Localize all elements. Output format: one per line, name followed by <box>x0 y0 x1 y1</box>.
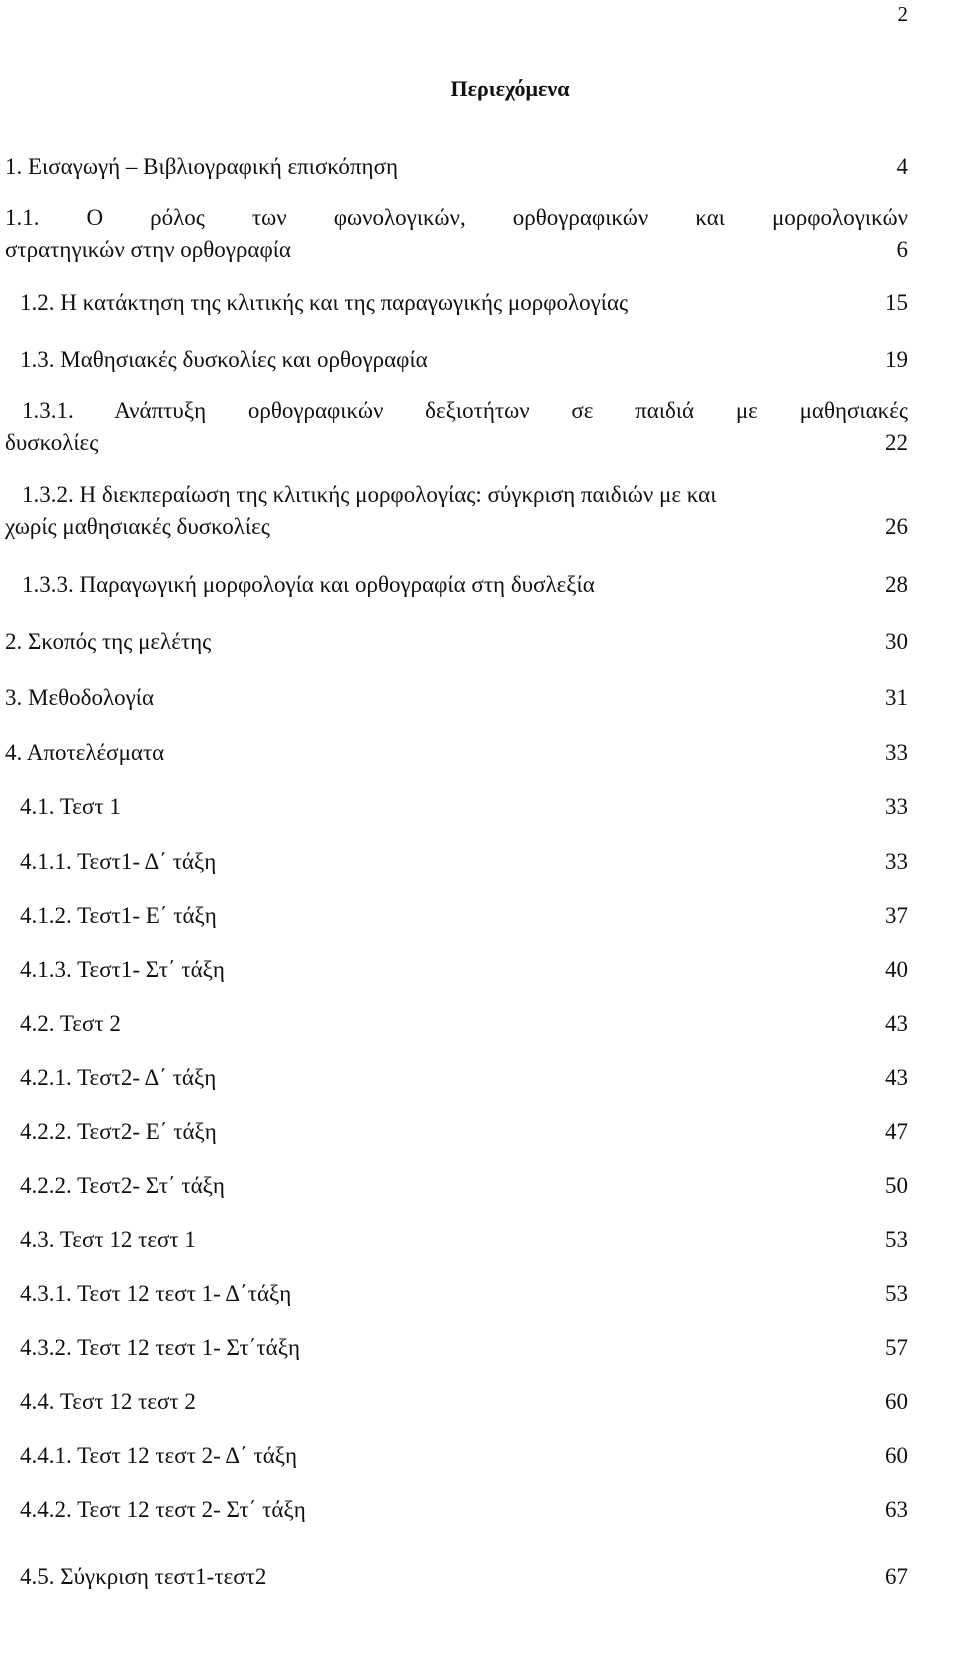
toc-entry-label: 4. Αποτελέσματα <box>5 740 165 765</box>
toc-entry-label: 4.4.2. Τεστ 12 τεστ 2- Στ΄ τάξη <box>20 1497 306 1522</box>
toc-entry-label: 1.2. Η κατάκτηση της κλιτικής και της παραγωγικής μορφολογίας <box>20 290 629 315</box>
toc-entry-label: 4.3. Τεστ 12 τεστ 1 <box>20 1227 196 1252</box>
toc-entry-page: 19 <box>885 347 908 372</box>
toc-entry-label: 4.2.2. Τεστ2- Στ΄ τάξη <box>20 1173 225 1198</box>
toc-entry-page: 40 <box>885 957 908 982</box>
toc-entry-page: 43 <box>885 1011 908 1036</box>
toc-entry-page: 43 <box>885 1065 908 1090</box>
toc-entry-page: 30 <box>885 629 908 654</box>
toc-entry-label: 4.3.2. Τεστ 12 τεστ 1- Στ΄τάξη <box>20 1335 300 1360</box>
toc-entry-label: 4.1.1. Τεστ1- Δ΄ τάξη <box>20 849 217 874</box>
toc-entry-label: 4.4.1. Τεστ 12 τεστ 2- Δ΄ τάξη <box>20 1443 298 1468</box>
toc-entry-label: 4.2. Τεστ 2 <box>20 1011 121 1036</box>
toc-entry-label-line2: χωρίς μαθησιακές δυσκολίες <box>5 514 270 539</box>
toc-entry-label: 1.3.3. Παραγωγική μορφολογία και ορθογραφία στη δυσλεξία <box>22 572 595 597</box>
toc-entry-page: 50 <box>885 1173 908 1198</box>
toc-entry-label-line1: 1.3.2. Η διεκπεραίωση της κλιτικής μορφολογίας: σύγκριση παιδιών με και <box>22 482 717 507</box>
toc-entry-label: 4.5. Σύγκριση τεστ1-τεστ2 <box>20 1564 267 1589</box>
toc-entry-page: 22 <box>885 430 908 455</box>
toc-entry-page: 33 <box>885 794 908 819</box>
toc-entry-page: 4 <box>896 154 908 179</box>
toc-entry-page: 60 <box>885 1389 908 1414</box>
toc-entry-label-line1: 1.1. Ο ρόλος των φωνολογικών, ορθογραφικών και μορφολογικών <box>5 205 908 230</box>
toc-entry-page: 28 <box>885 572 908 597</box>
toc-entry-label: 4.2.2. Τεστ2- Ε΄ τάξη <box>20 1119 217 1144</box>
toc-entry-label-line1: 1.3.1. Ανάπτυξη ορθογραφικών δεξιοτήτων σε παιδιά με μαθησιακές <box>22 398 908 423</box>
toc-entry-label: 4.1.3. Τεστ1- Στ΄ τάξη <box>20 957 225 982</box>
toc-entry-label-line2: στρατηγικών στην ορθογραφία <box>5 237 291 262</box>
toc-entry-label: 1.3. Μαθησιακές δυσκολίες και ορθογραφία <box>20 347 428 372</box>
toc-entry-label: 4.4. Τεστ 12 τεστ 2 <box>20 1389 196 1414</box>
toc-entry-label: 4.3.1. Τεστ 12 τεστ 1- Δ΄τάξη <box>20 1281 292 1306</box>
toc-entry-page: 53 <box>885 1227 908 1252</box>
toc-entry-page: 26 <box>885 514 908 539</box>
toc-entry-page: 33 <box>885 740 908 765</box>
toc-entry-page: 57 <box>885 1335 908 1360</box>
toc-entry-label: 4.2.1. Τεστ2- Δ΄ τάξη <box>20 1065 217 1090</box>
toc-entry-page: 47 <box>885 1119 908 1144</box>
toc-entry-page: 6 <box>896 237 908 262</box>
toc-entry-page: 15 <box>885 290 908 315</box>
toc-entry-label: 4.1. Τεστ 1 <box>20 794 121 819</box>
toc-entry-page: 33 <box>885 849 908 874</box>
toc-entry-page: 63 <box>885 1497 908 1522</box>
toc-entry-label: 2. Σκοπός της μελέτης <box>5 629 212 654</box>
toc-entry-page: 67 <box>885 1564 908 1589</box>
toc-entry-page: 60 <box>885 1443 908 1468</box>
toc-entry-label: 3. Μεθοδολογία <box>5 685 155 710</box>
toc-entry-page: 53 <box>885 1281 908 1306</box>
toc-entry-label-line2: δυσκολίες <box>5 430 99 455</box>
toc-title: Περιεχόμενα <box>450 76 570 101</box>
toc-entry-label: 1. Εισαγωγή – Βιβλιογραφική επισκόπηση <box>5 154 398 179</box>
toc-entry-label: 4.1.2. Τεστ1- Ε΄ τάξη <box>20 903 217 928</box>
toc-entry-page: 37 <box>885 903 908 928</box>
toc-entry-page: 31 <box>885 685 908 710</box>
page-number: 2 <box>897 2 908 26</box>
